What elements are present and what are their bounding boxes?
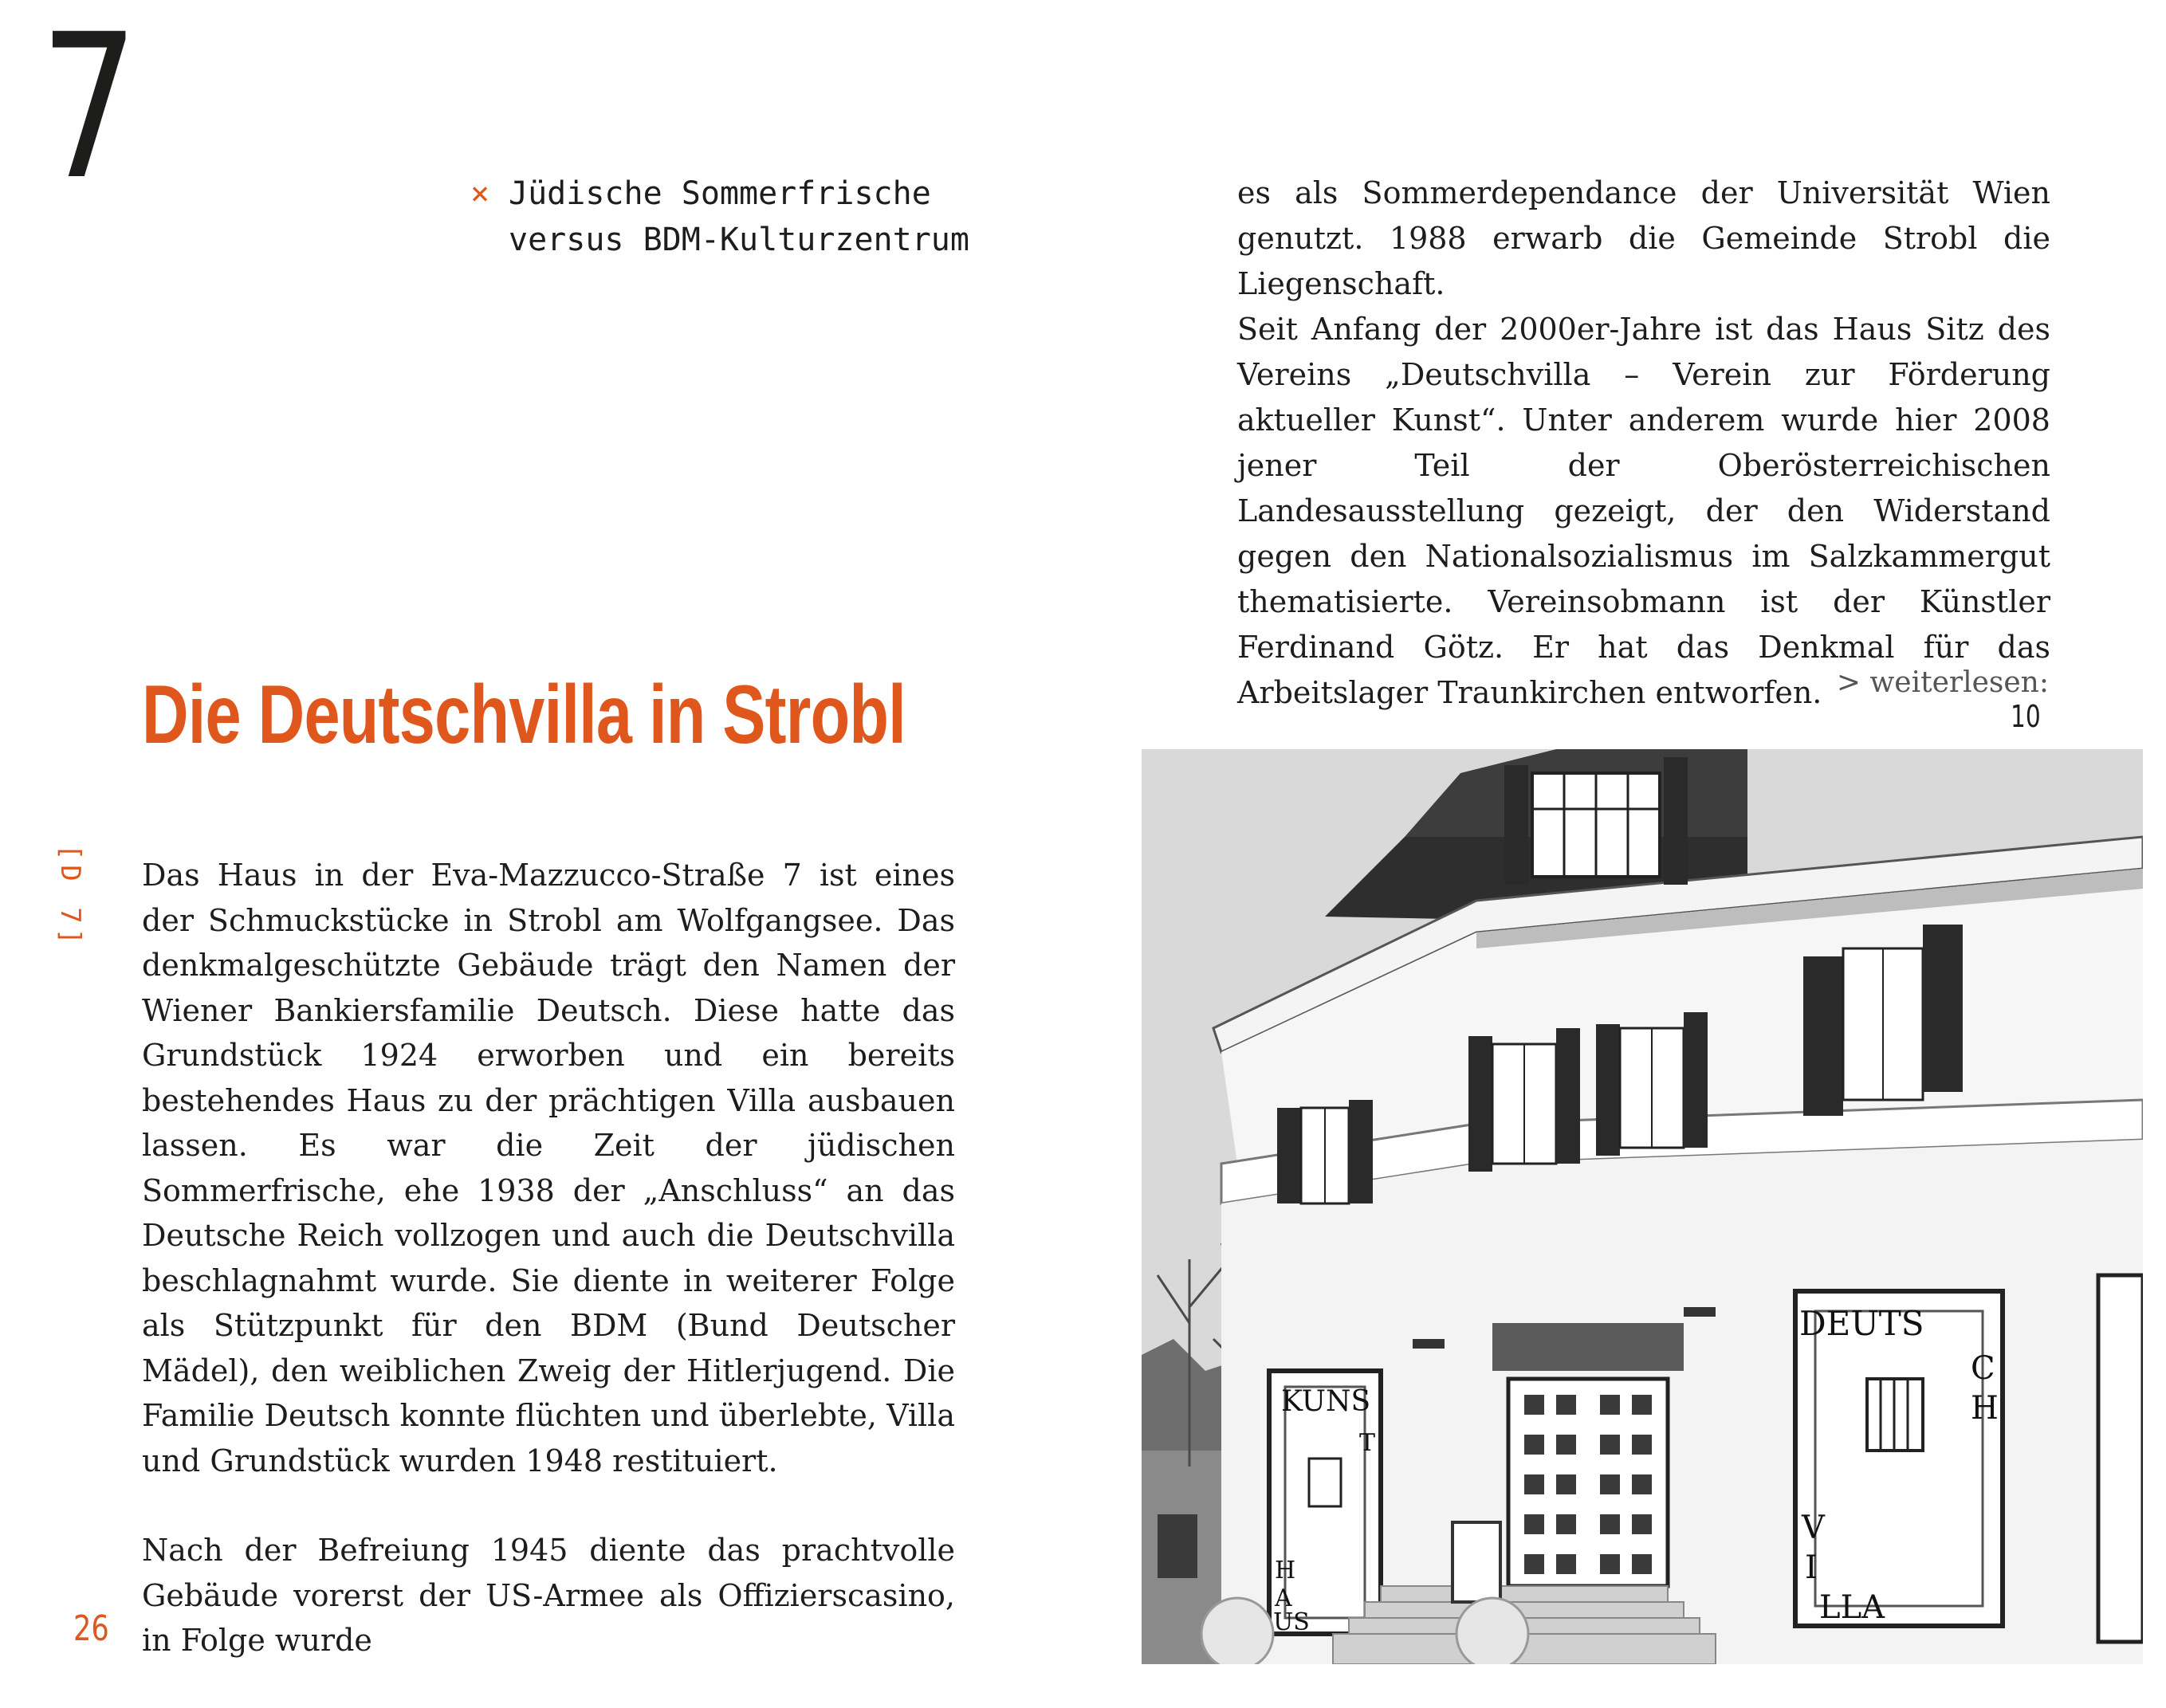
main-text-column [142,853,955,1708]
x-marker-icon: × [470,175,490,212]
sch-sign-letter-h: H [1971,1390,1999,1427]
haus-sign-letter-h: H [1275,1557,1296,1584]
kunst-sign-top: KUNS [1281,1385,1371,1418]
haus-sign-bottom: US [1273,1608,1310,1636]
kunst-sign-side: T [1359,1429,1376,1457]
chapter-number: 7 [40,0,140,223]
villa-sign-bottom: LLA [1819,1589,1885,1626]
map-reference-tag: [D 7] [54,843,86,950]
page-number: 26 [73,1608,109,1649]
villa-sign-letter-v: V [1802,1510,1825,1546]
villa-photo [1142,749,2143,1664]
right-paragraph-2: Seit Anfang der 2000er-Jahre ist das Haus Sitz des Vereins „Deutschvilla – Verein zur Förderung aktueller Kunst“. Unter anderem wurde hier 2008 jener Teil der Oberösterreichischen Landesausstellung gezeigt, der den Widerstand gegen den Nationalsozialismus im Salzkammergut thematisierte. Vereinsobmann ist der Künstler Ferdinand Götz. Er hat das Denkmal für das Arbeitslager Traunkirchen entworfen. [1237,312,2050,710]
right-text-column [1237,171,2050,716]
read-more-label: > weiterlesen: [1836,666,2049,699]
sch-sign-letter-c: C [1971,1350,1995,1387]
subtitle-line-2: versus BDM-Kulturzentrum [509,222,969,258]
subtitle-line-1: Jüdische Sommerfrische [509,175,931,212]
read-more-link[interactable] [1834,666,2049,734]
page-title: Die Deutschvilla in Strobl [142,669,906,761]
villa-sign-letter-i: I [1805,1549,1818,1586]
chapter-subtitle [470,171,969,263]
haus-sign-letter-a: A [1275,1584,1292,1612]
body-paragraph-2: Nach der Befreiung 1945 diente das prachtvolle Gebäude vorerst der US-Armee als Offizierscasino, in Folge wurde [142,1533,955,1658]
read-more-page-number[interactable]: 10 [2010,699,2041,734]
body-paragraph-1: Das Haus in der Eva-Mazzucco-Straße 7 ist eines der Schmuckstücke in Strobl am Wolfgangsee. Das denkmalgeschützte Gebäude trägt den Namen der Wiener Bankiersfamilie Deutsch. Diese hatte das Grundstück 1924 erworben und ein bereits bestehendes Haus zu der prächtigen Villa ausbauen lassen. Es war die Zeit der jüdischen Sommerfrische, ehe 1938 der „Anschluss“ an das Deutsche Reich vollzogen und auch die Deutschvilla beschlagnahmt wurde. Sie diente in weiterer Folge als Stützpunkt für den BDM (Bund Deutscher Mädel), den weiblichen Zweig der Hitlerjugend. Die Familie Deutsch konnte flüchten und überlebte, Villa und Grundstück wurden 1948 restituiert. [142,858,955,1478]
deuts-sign-top: DEUTS [1799,1304,1924,1343]
right-paragraph-1: es als Sommerdependance der Universität Wien genutzt. 1988 erwarb die Gemeinde Strobl die Liegenschaft. [1237,175,2050,301]
